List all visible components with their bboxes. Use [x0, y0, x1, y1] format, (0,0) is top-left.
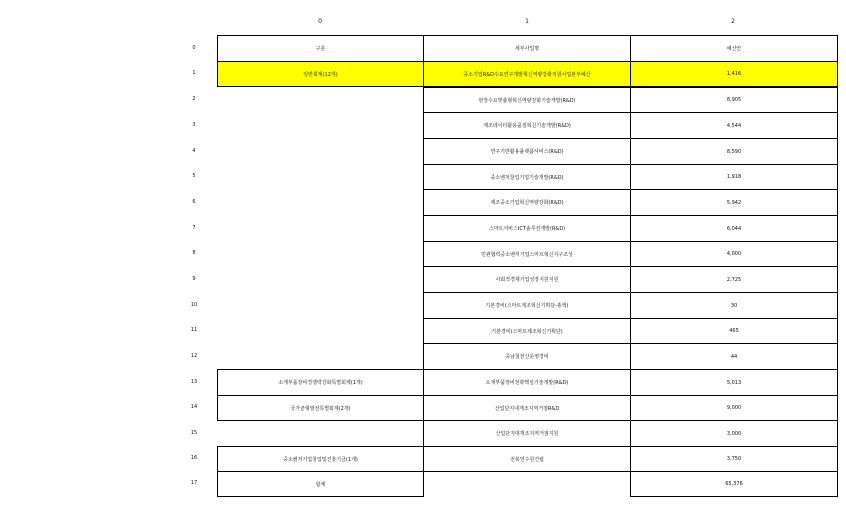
row-index: 1 [192, 70, 196, 76]
row-index: 10 [190, 301, 198, 308]
table-cell: 기본경비(스마트제조혁신기획단-총액) [423, 292, 631, 319]
table-cell: 산업단지대개조지역거점지원 [423, 420, 631, 447]
table-cell: 4,544 [630, 112, 838, 139]
row-index: 14 [190, 404, 198, 410]
row-index: 12 [190, 352, 198, 359]
table-cell: 5,942 [630, 189, 838, 216]
table-cell: 사회적경제기업성장지원지원 [423, 266, 631, 293]
table-cell: 산업단지대개조지역거점R&D [423, 395, 631, 421]
table-cell: 구분 [217, 35, 424, 62]
table-cell: 4,000 [630, 241, 838, 267]
table-cell: 중소벤처기업창업및진흥기금(1개) [217, 446, 424, 472]
row-index: 16 [190, 455, 198, 461]
table-cell: 국가균형발전특별회계(2개) [217, 395, 424, 421]
row-index: 0 [192, 44, 196, 51]
row-index: 2 [192, 96, 196, 102]
row-index: 9 [192, 275, 196, 282]
row-index: 6 [192, 198, 196, 205]
table-cell: 중남철천산운영경비 [423, 343, 631, 370]
table-cell: 제조중소기업혁신역량강화(R&D) [423, 189, 631, 216]
table-cell: 기본경비(스마트제조혁신기획단) [423, 318, 631, 344]
table-cell: 1,416 [630, 61, 838, 87]
table-cell: 중소벤처창업기업기술개발(R&D) [423, 164, 631, 190]
table-cell: 3,000 [630, 420, 838, 447]
row-index: 17 [190, 480, 198, 486]
row-index: 3 [192, 121, 196, 128]
column-index-2: 2 [731, 18, 735, 25]
column-index-1: 1 [525, 18, 529, 25]
row-index: 8 [192, 250, 196, 256]
table-cell: 합계 [217, 471, 424, 497]
table-cell: 2,725 [630, 266, 838, 293]
table-cell: 제조데이터활용품질혁신기술개발(R&D) [423, 112, 631, 139]
table-cell: 소재부품장비전략핵심기술개발(R&D) [423, 369, 631, 396]
table-cell: 전북연수원건립 [423, 446, 631, 472]
table-cell: 예산안 [630, 35, 838, 62]
table-cell: 6,044 [630, 215, 838, 242]
table-cell: 30 [630, 292, 838, 319]
row-index: 5 [192, 173, 196, 179]
table-cell: 소재부품장비경쟁력강화특별회계(1개) [217, 369, 424, 396]
table-cell: 44 [630, 343, 838, 370]
row-index: 11 [190, 327, 198, 333]
table-cell: 9,000 [630, 395, 838, 421]
table-cell: 스마트서비스ICT솔루션개발(R&D) [423, 215, 631, 242]
table-cell: 8,590 [630, 138, 838, 165]
table-cell: 연구기반활용플랫폼서비스(R&D) [423, 138, 631, 165]
row-index: 4 [192, 147, 196, 154]
row-index: 13 [190, 378, 198, 385]
table-cell: 3,750 [630, 446, 838, 472]
column-index-0: 0 [318, 18, 322, 25]
row-index: 15 [190, 429, 198, 436]
row-index: 7 [192, 224, 196, 231]
table-cell: 65,376 [630, 471, 838, 497]
table-cell: 민관협력중소벤처기업스마트혁신지구조성 [423, 241, 631, 267]
table-cell: 1,918 [630, 164, 838, 190]
table-cell: 465 [630, 318, 838, 344]
table-cell: 일반회계(12개) [217, 61, 424, 87]
table-cell: 8,905 [630, 87, 838, 113]
table-cell: 현장수요맞춤형혁신역량강화기술개발(R&D) [423, 87, 631, 113]
table-cell: 세부사업명 [423, 35, 631, 62]
table-cell: 중소기업R&D수요연구개발혁신역량강화지원사업본부예산 [423, 61, 631, 87]
table-cell: 5,013 [630, 369, 838, 396]
